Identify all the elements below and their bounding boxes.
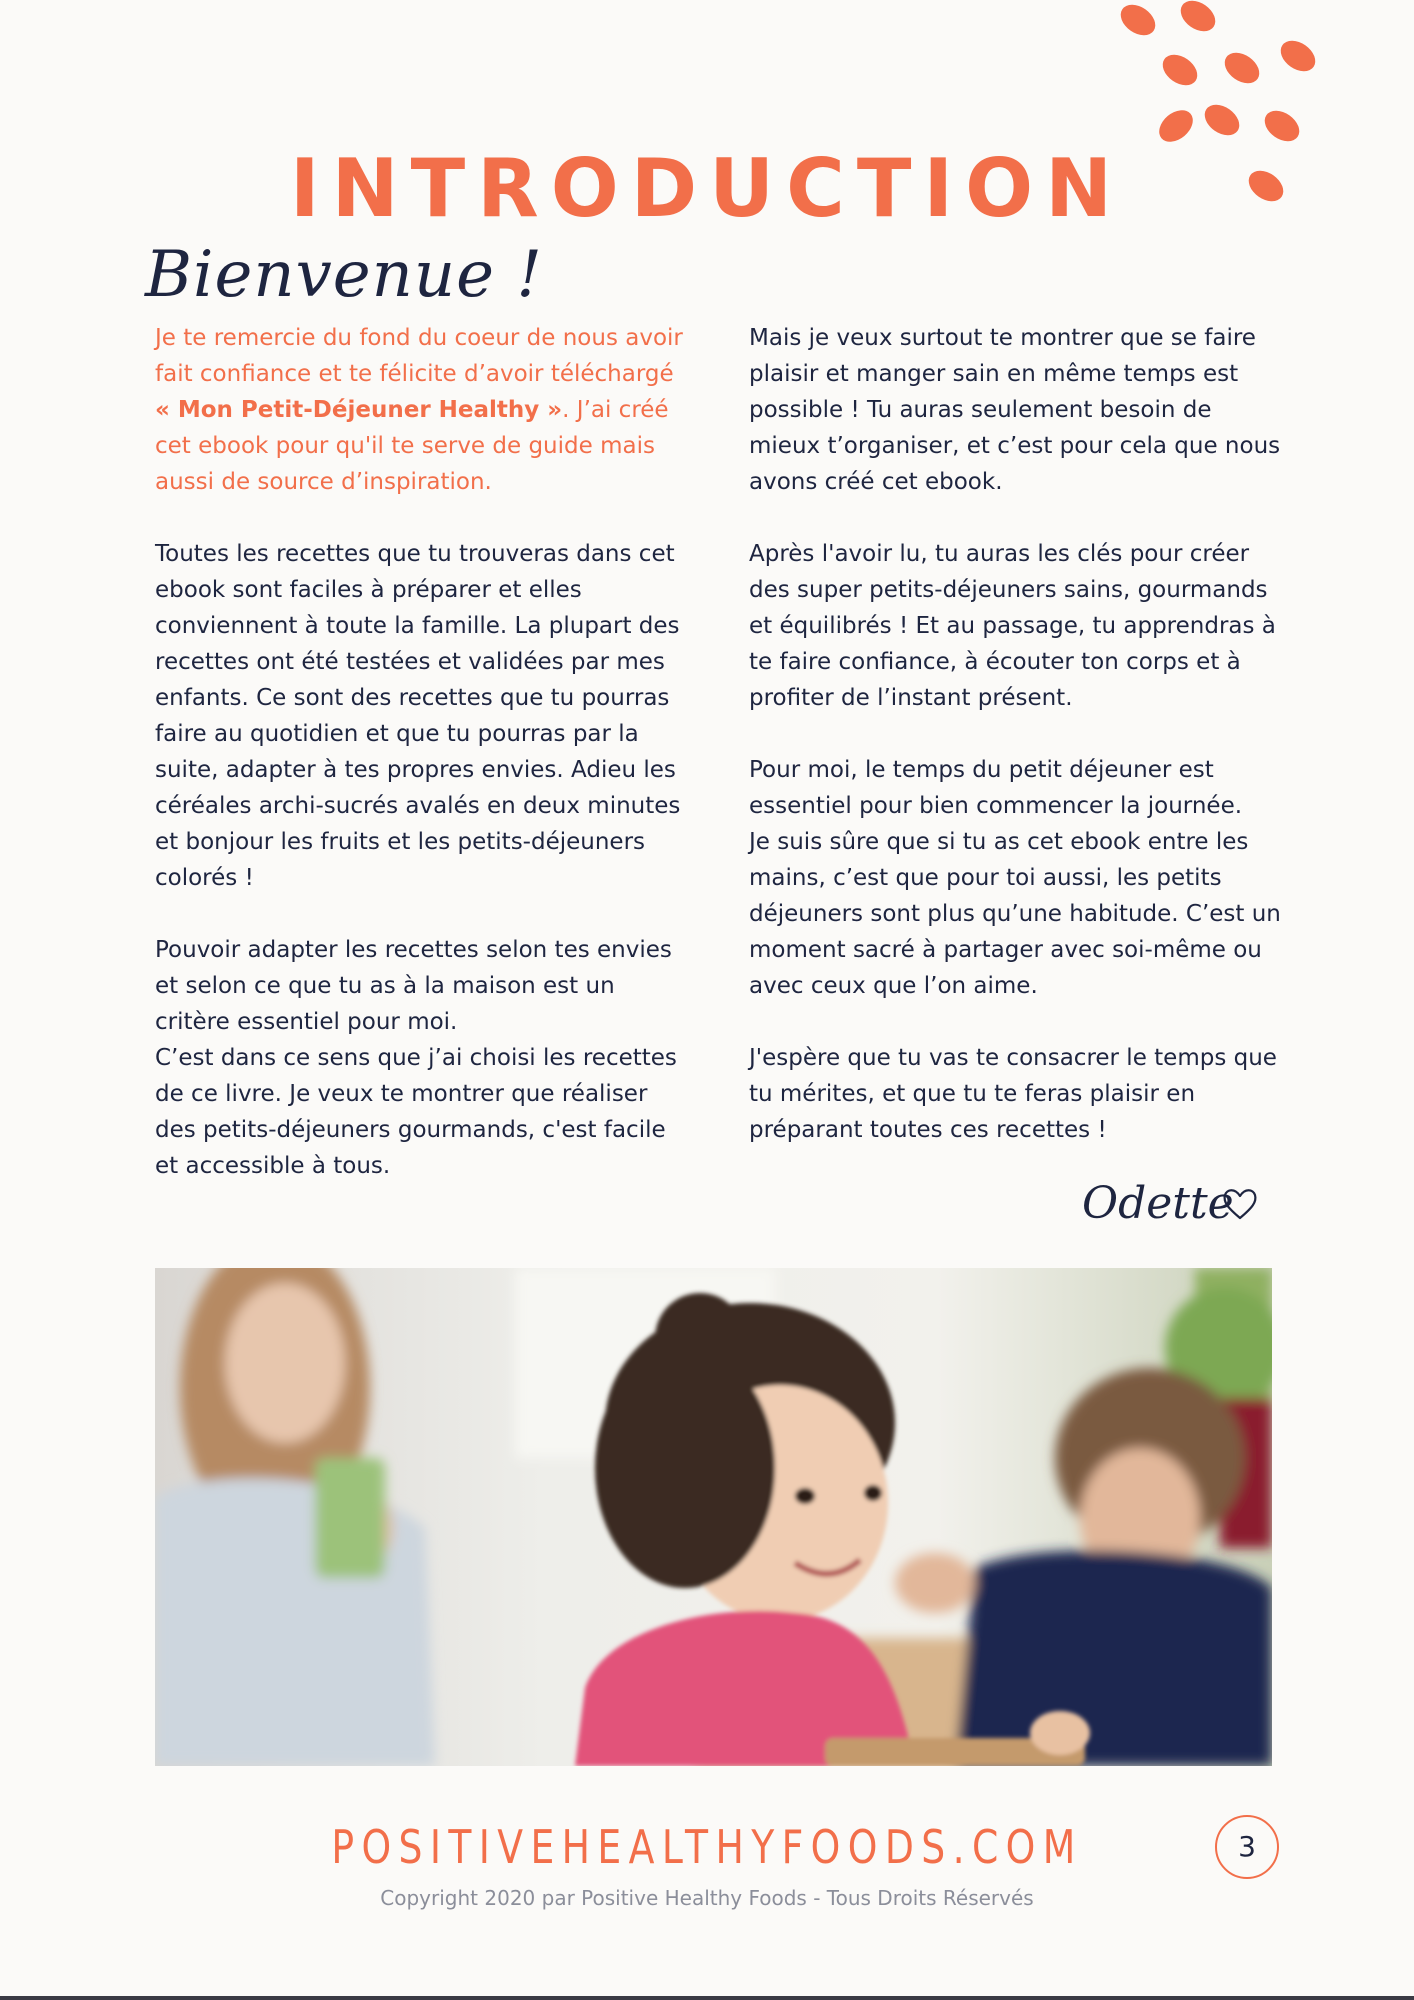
habit-paragraph: Je suis sûre que si tu as cet ebook entre les mains, c’est que pour toi aussi, les petits déjeuners sont plus qu’une habitude. C’est un moment sacré à partager avec soi-même ou avec ceux que l’on aime. (749, 829, 1281, 999)
footer-copyright: Copyright 2020 par Positive Healthy Foods - Tous Droits Réservés (380, 1886, 1034, 1910)
greeting-script: Bienvenue ! (145, 238, 543, 312)
page-title: INTRODUCTION (289, 142, 1125, 235)
closing-paragraph: J'espère que tu vas te consacrer le temps que tu mérites, et que tu te feras plaisir en préparant toutes ces recettes ! (749, 1045, 1277, 1143)
ebook-title: « Mon Petit-Déjeuner Healthy » (155, 397, 563, 423)
family-breakfast-photo (155, 1268, 1272, 1766)
choice-paragraph: C’est dans ce sens que j’ai choisi les recettes de ce livre. Je veux te montrer que réaliser des petits-déjeuners gourmands, c'est facile et accessible à tous. (155, 1045, 677, 1179)
right-column (749, 320, 1289, 1184)
keys-paragraph: Après l'avoir lu, tu auras les clés pour créer des super petits-déjeuners sains, gourmands et équilibrés ! Et au passage, tu apprendras à te faire confiance, à écouter ton corps et à profiter de l’instant présent. (749, 541, 1276, 711)
adapt-paragraph: Pouvoir adapter les recettes selon tes envies et selon ce que tu as à la maison est un critère essentiel pour moi. (155, 937, 672, 1035)
heart-icon (1220, 1184, 1260, 1224)
intro-text-end: . J’ai créé cet ebook pour qu'il te serve de guide mais aussi de source d’inspiration. (155, 397, 669, 495)
intro-paragraph (155, 320, 695, 500)
recipes-paragraph: Toutes les recettes que tu trouveras dans cet ebook sont faciles à préparer et elles conviennent à toute la famille. La plupart des recettes ont été testées et validées par mes enfants. Ce sont des recettes que tu pourras faire au quotidien et que tu pourras par la suite, adapter à tes propres envies. Adieu les céréales archi-sucrés avalés en deux minutes et bonjour les fruits et les petits-déjeuners colorés ! (155, 541, 681, 891)
breakfast-paragraph: Pour moi, le temps du petit déjeuner est essentiel pour bien commencer la journée. (749, 757, 1243, 819)
page-bottom-rule (0, 1996, 1414, 2000)
left-column (155, 320, 695, 1220)
photo-illustration (155, 1268, 1272, 1766)
signature: Odette (1082, 1178, 1234, 1229)
intro-text-start: Je te remercie du fond du coeur de nous avoir fait confiance et te félicite d’avoir téléchargé (155, 325, 683, 387)
healthy-paragraph: Mais je veux surtout te montrer que se faire plaisir et manger sain en même temps est possible ! Tu auras seulement besoin de mieux t’organiser, et c’est pour cela que nous avons créé cet ebook. (749, 325, 1281, 495)
footer-website: POSITIVEHEALTHYFOODS.COM (331, 1820, 1083, 1874)
page-number: 3 (1215, 1815, 1279, 1879)
